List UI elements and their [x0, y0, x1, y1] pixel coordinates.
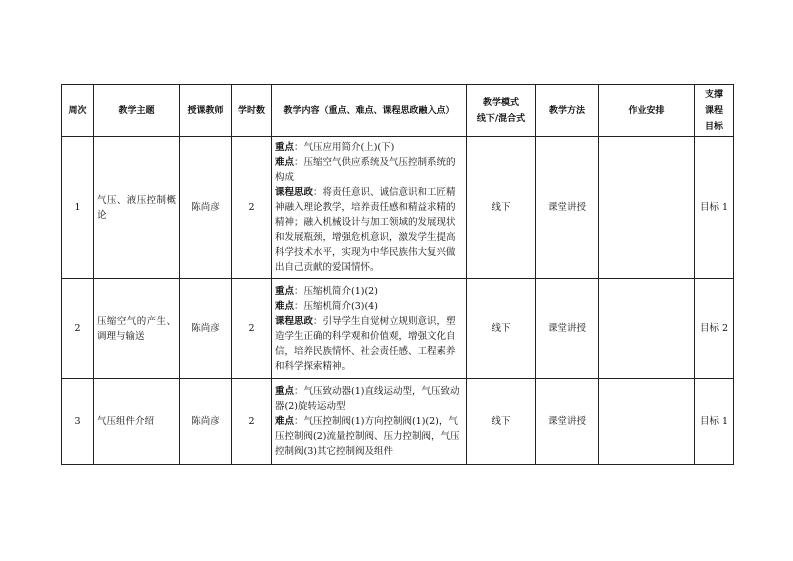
content-cell — [272, 137, 467, 279]
hours-cell: 2 — [232, 137, 272, 279]
key-label: 重点 — [275, 386, 295, 397]
goal-cell: 目标 1 — [695, 137, 734, 279]
content-cell — [272, 279, 467, 379]
header-row — [62, 85, 734, 137]
week-cell: 3 — [62, 379, 94, 465]
content-cell — [272, 379, 467, 465]
goal-cell: 目标 1 — [695, 379, 734, 465]
mode-cell: 线下 — [467, 379, 536, 465]
topic-cell: 压缩空气的产生、调理与输送 — [94, 279, 180, 379]
ideology-point — [275, 314, 463, 374]
week-cell: 2 — [62, 279, 94, 379]
key-text: ：气压致动器(1)直线运动型，气压致动器(2)旋转运动型 — [275, 386, 460, 412]
goal-cell: 目标 2 — [695, 279, 734, 379]
difficulty-text: ：压缩机简介(3)(4) — [294, 300, 378, 312]
key-point — [275, 284, 463, 299]
difficulty-text: ：压缩空气供应系统及气压控制系统的构成 — [275, 157, 456, 183]
header-content: 教学内容（重点、难点、课程思政融入点） — [272, 85, 467, 137]
key-point — [275, 140, 463, 155]
header-topic: 教学主题 — [94, 85, 180, 137]
ideology-text: ：将责任意识、诚信意识和工匠精神融入理论教学，培养责任感和精益求精的精神；融入机械设计与加工领域的发展现状和发展瓶颈，增强危机意识，激发学生提高科学技术水平，实现为中华民族伟大复兴做出自己贡献的爱国情怀。 — [275, 187, 456, 273]
teacher-cell: 陈尚彦 — [180, 279, 232, 379]
key-label: 重点 — [275, 285, 295, 297]
homework-cell — [599, 279, 695, 379]
week-cell: 1 — [62, 137, 94, 279]
difficulty-label: 难点 — [275, 157, 295, 168]
ideology-label: 课程思政 — [275, 315, 314, 327]
header-goal-line2: 课程 — [704, 105, 723, 116]
mode-cell: 线下 — [467, 137, 536, 279]
difficulty-text: ：气压控制阀(1)方向控制阀(1)(2)，气压控制阀(2)流量控制阀、压力控制阀，气压控制阀(3)其它控制阀及组件 — [275, 416, 460, 457]
table-row — [62, 379, 734, 465]
hours-cell: 2 — [232, 279, 272, 379]
difficulty-point — [275, 299, 463, 314]
header-teacher: 授课教师 — [180, 85, 232, 137]
hours-cell: 2 — [232, 379, 272, 465]
mode-cell: 线下 — [467, 279, 536, 379]
topic-cell: 气压组件介绍 — [94, 379, 180, 465]
header-hours: 学时数 — [232, 85, 272, 137]
method-cell: 课堂讲授 — [536, 279, 599, 379]
teacher-cell: 陈尚彦 — [180, 137, 232, 279]
difficulty-label: 难点 — [275, 300, 295, 312]
topic-cell: 气压、液压控制概论 — [94, 137, 180, 279]
header-goal-line1: 支撑 — [704, 89, 723, 100]
header-goal — [695, 85, 734, 137]
key-point — [275, 384, 463, 414]
header-mode — [467, 85, 536, 137]
header-goal-line3: 目标 — [704, 121, 723, 132]
key-text: ：压缩机简介(1)(2) — [294, 285, 378, 297]
header-mode-line1: 教学模式 — [482, 97, 519, 108]
teacher-cell: 陈尚彦 — [180, 379, 232, 465]
header-method: 教学方法 — [536, 85, 599, 137]
ideology-label: 课程思政 — [275, 187, 314, 198]
method-cell: 课堂讲授 — [536, 379, 599, 465]
difficulty-point — [275, 155, 463, 185]
homework-cell — [599, 137, 695, 279]
key-text: ：气压应用简介(上)(下) — [294, 142, 395, 153]
header-homework: 作业安排 — [599, 85, 695, 137]
ideology-text: ：引导学生自觉树立规则意识，塑造学生正确的科学观和价值观，增强文化自信，培养民族情怀、社会责任感、工程素养和科学探索精神。 — [275, 315, 456, 372]
method-cell: 课堂讲授 — [536, 137, 599, 279]
table-row — [62, 137, 734, 279]
header-week: 周次 — [62, 85, 94, 137]
ideology-point — [275, 185, 463, 275]
difficulty-label: 难点 — [275, 416, 295, 427]
key-label: 重点 — [275, 142, 295, 153]
teaching-schedule-table — [61, 84, 734, 465]
table-row — [62, 279, 734, 379]
homework-cell — [599, 379, 695, 465]
difficulty-point — [275, 414, 463, 459]
header-mode-line2: 线下/混合式 — [476, 113, 526, 124]
